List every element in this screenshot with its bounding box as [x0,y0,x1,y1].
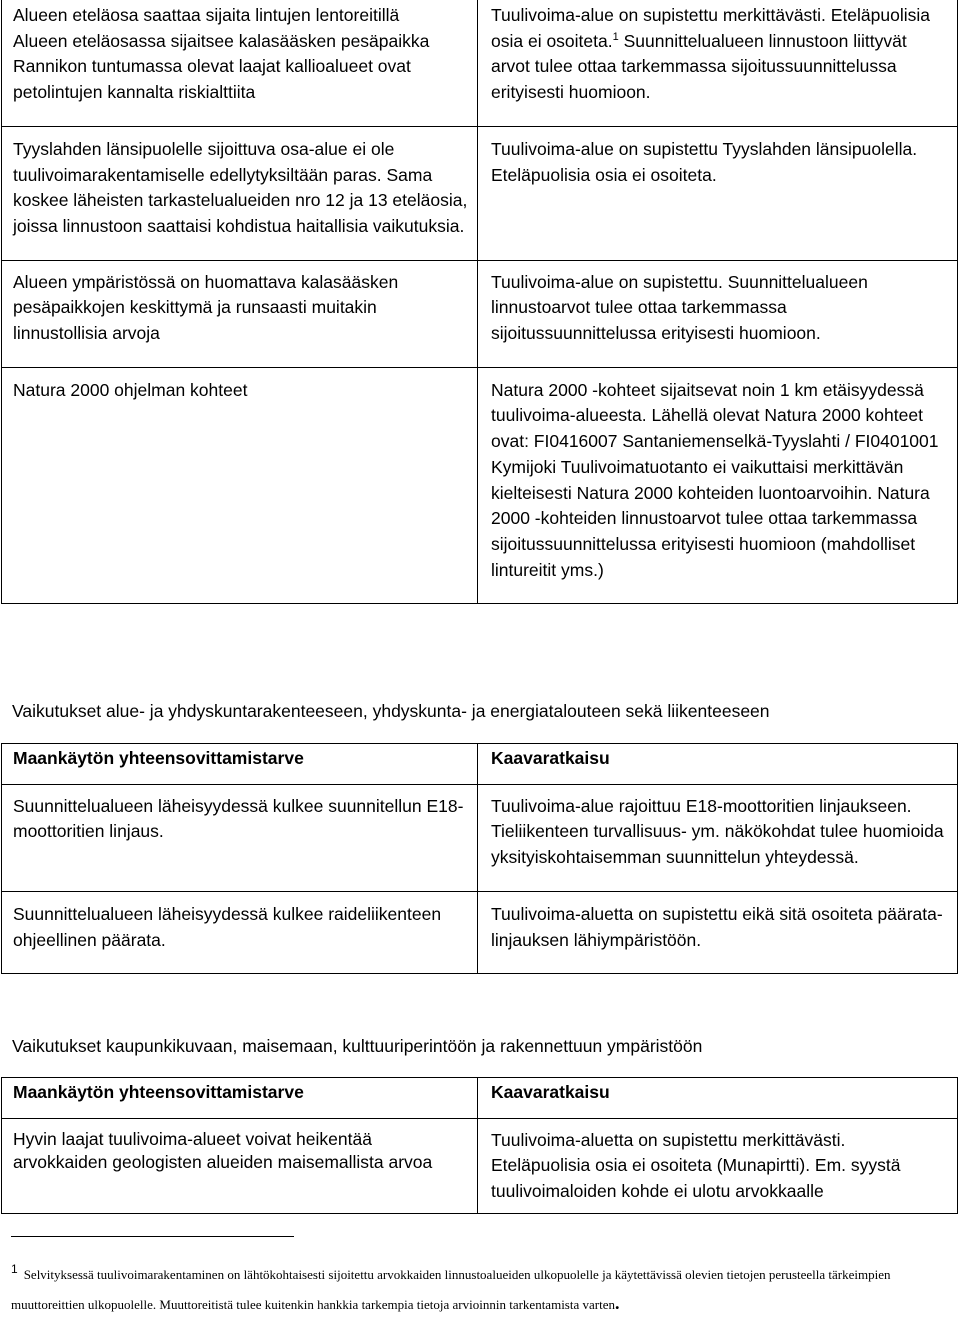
table-row [2,784,958,891]
bird-impacts-table [1,0,958,604]
planning-need-cell: Natura 2000 ohjelman kohteet [2,367,478,604]
table-row [2,126,958,260]
plan-solution-cell: Tuulivoima-alue on supistettu Tyyslahden länsipuolella. Eteläpuolisia osia ei osoiteta. [478,126,958,260]
footnote-separator [11,1236,294,1237]
table-header-row [2,744,958,785]
table-row [2,1118,958,1213]
footnote [11,1255,951,1319]
solution-text: Tuulivoima-alue on supistettu merkittävästi. Eteläpuolisia osia ei osoiteta. [491,5,931,51]
column-header-planning-need: Maankäytön yhteensovittamistarve [2,744,478,785]
column-header-plan-solution: Kaavaratkaisu [478,1078,958,1119]
plan-solution-cell: Tuulivoima-alue on supistettu. Suunnittelualueen linnustoarvot tulee ottaa tarkemmassa sijoitussuunnittelussa erityisesti huomioon. [478,260,958,367]
table-header-row [2,1078,958,1119]
planning-need-cell: Suunnittelualueen läheisyydessä kulkee suunnitellun E18-moottoritien linjaus. [2,784,478,891]
footnote-reference: 1 [612,30,619,43]
column-header-planning-need: Maankäytön yhteensovittamistarve [2,1078,478,1119]
planning-need-cell: Tyyslahden länsipuolelle sijoittuva osa-alue ei ole tuulivoimarakentamiselle edellytyksiltään paras. Sama koskee läheisten tarkastelualueiden nro 12 ja 13 eteläosia, joissa linnustoon saattaisi kohdistua haitallisia vaikutuksia. [2,126,478,260]
footnote-end: . [614,1293,620,1313]
list-item: Rannikon tuntumassa olevat laajat kallioalueet ovat petolintujen kannalta riskialttiita [13,56,411,103]
plan-solution-cell [478,0,958,126]
planning-need-cell [2,0,478,126]
plan-solution-cell: Tuulivoima-alue rajoittuu E18-moottoritien linjaukseen. Tieliikenteen turvallisuus- ym. näkökohdat tulee huomioida yksityiskohtaisemman suunnittelun yhteydessä. [478,784,958,891]
plan-solution-cell: Tuulivoima-aluetta on supistettu merkittävästi. Eteläpuolisia osia ei osoiteta (Munapirtti). Em. syystä tuulivoimaloiden kohde ei ulotu arvokkaalle [478,1118,958,1213]
planning-need-cell: Suunnittelualueen läheisyydessä kulkee raideliikenteen ohjeellinen päärata. [2,891,478,973]
planning-need-cell: Alueen ympäristössä on huomattava kalasääsken pesäpaikkojen keskittymä ja runsaasti muitakin linnustollisia arvoja [2,260,478,367]
list-item: Alueen eteläosassa sijaitsee kalasääsken pesäpaikka [13,30,430,51]
table-row [2,367,958,604]
table-row [2,260,958,367]
plan-solution-cell: Tuulivoima-aluetta on supistettu eikä sitä osoiteta pääratalinjauksen lähiympäristöön. [478,891,958,973]
planning-need-cell: Hyvin laajat tuulivoima-alueet voivat heikentää arvokkaiden geologisten alueiden maisemallista arvoa [2,1118,478,1213]
list-item: Alueen eteläosa saattaa sijaita lintujen lentoreitillä [13,5,400,25]
section-heading-structure-traffic: Vaikutukset alue- ja yhdyskuntarakenteeseen, yhdyskunta- ja energiatalouteen sekä liikenteeseen [12,701,770,721]
footnote-text: Selvityksessä tuulivoimarakentaminen on lähtökohtaisesti sijoitettu arvokkaiden linnustoalueiden ulkopuolelle ja käytettävissä olevien tietojen perusteella tärkeimpien muuttoreittien ulkopuolelle. Muuttoreitistä tulee kuitenkin hankkia tarkempia tietoja arvioinnin tarkentamista varten [11,1267,891,1312]
structure-traffic-table [1,743,958,974]
table-row [2,891,958,973]
landscape-heritage-table [1,1077,958,1214]
column-header-plan-solution: Kaavaratkaisu [478,744,958,785]
plan-solution-cell: Natura 2000 -kohteet sijaitsevat noin 1 km etäisyydessä tuulivoima-alueesta. Lähellä olevat Natura 2000 kohteet ovat: FI0416007 Santaniemenselkä-Tyyslahti / FI0401001 Kymijoki Tuulivoimatuotanto ei vaikuttaisi merkittävän kielteisesti Natura 2000 kohteiden luontoarvoihin. Natura 2000 -kohteiden linnustoarvot tulee ottaa tarkemmassa sijoitussuunnittelussa erityisesti huomioon (mahdolliset lintureitit yms.) [478,367,958,604]
table-row [2,0,958,126]
section-heading-landscape-heritage: Vaikutukset kaupunkikuvaan, maisemaan, kulttuuriperintöön ja rakennettuun ympäristöön [12,1036,703,1056]
solution-text-cont: Suunnittelualueen linnustoon liittyvät arvot tulee ottaa tarkemmassa sijoitussuunnittelussa erityisesti huomioon. [491,30,907,103]
footnote-number: 1 [11,1262,18,1276]
